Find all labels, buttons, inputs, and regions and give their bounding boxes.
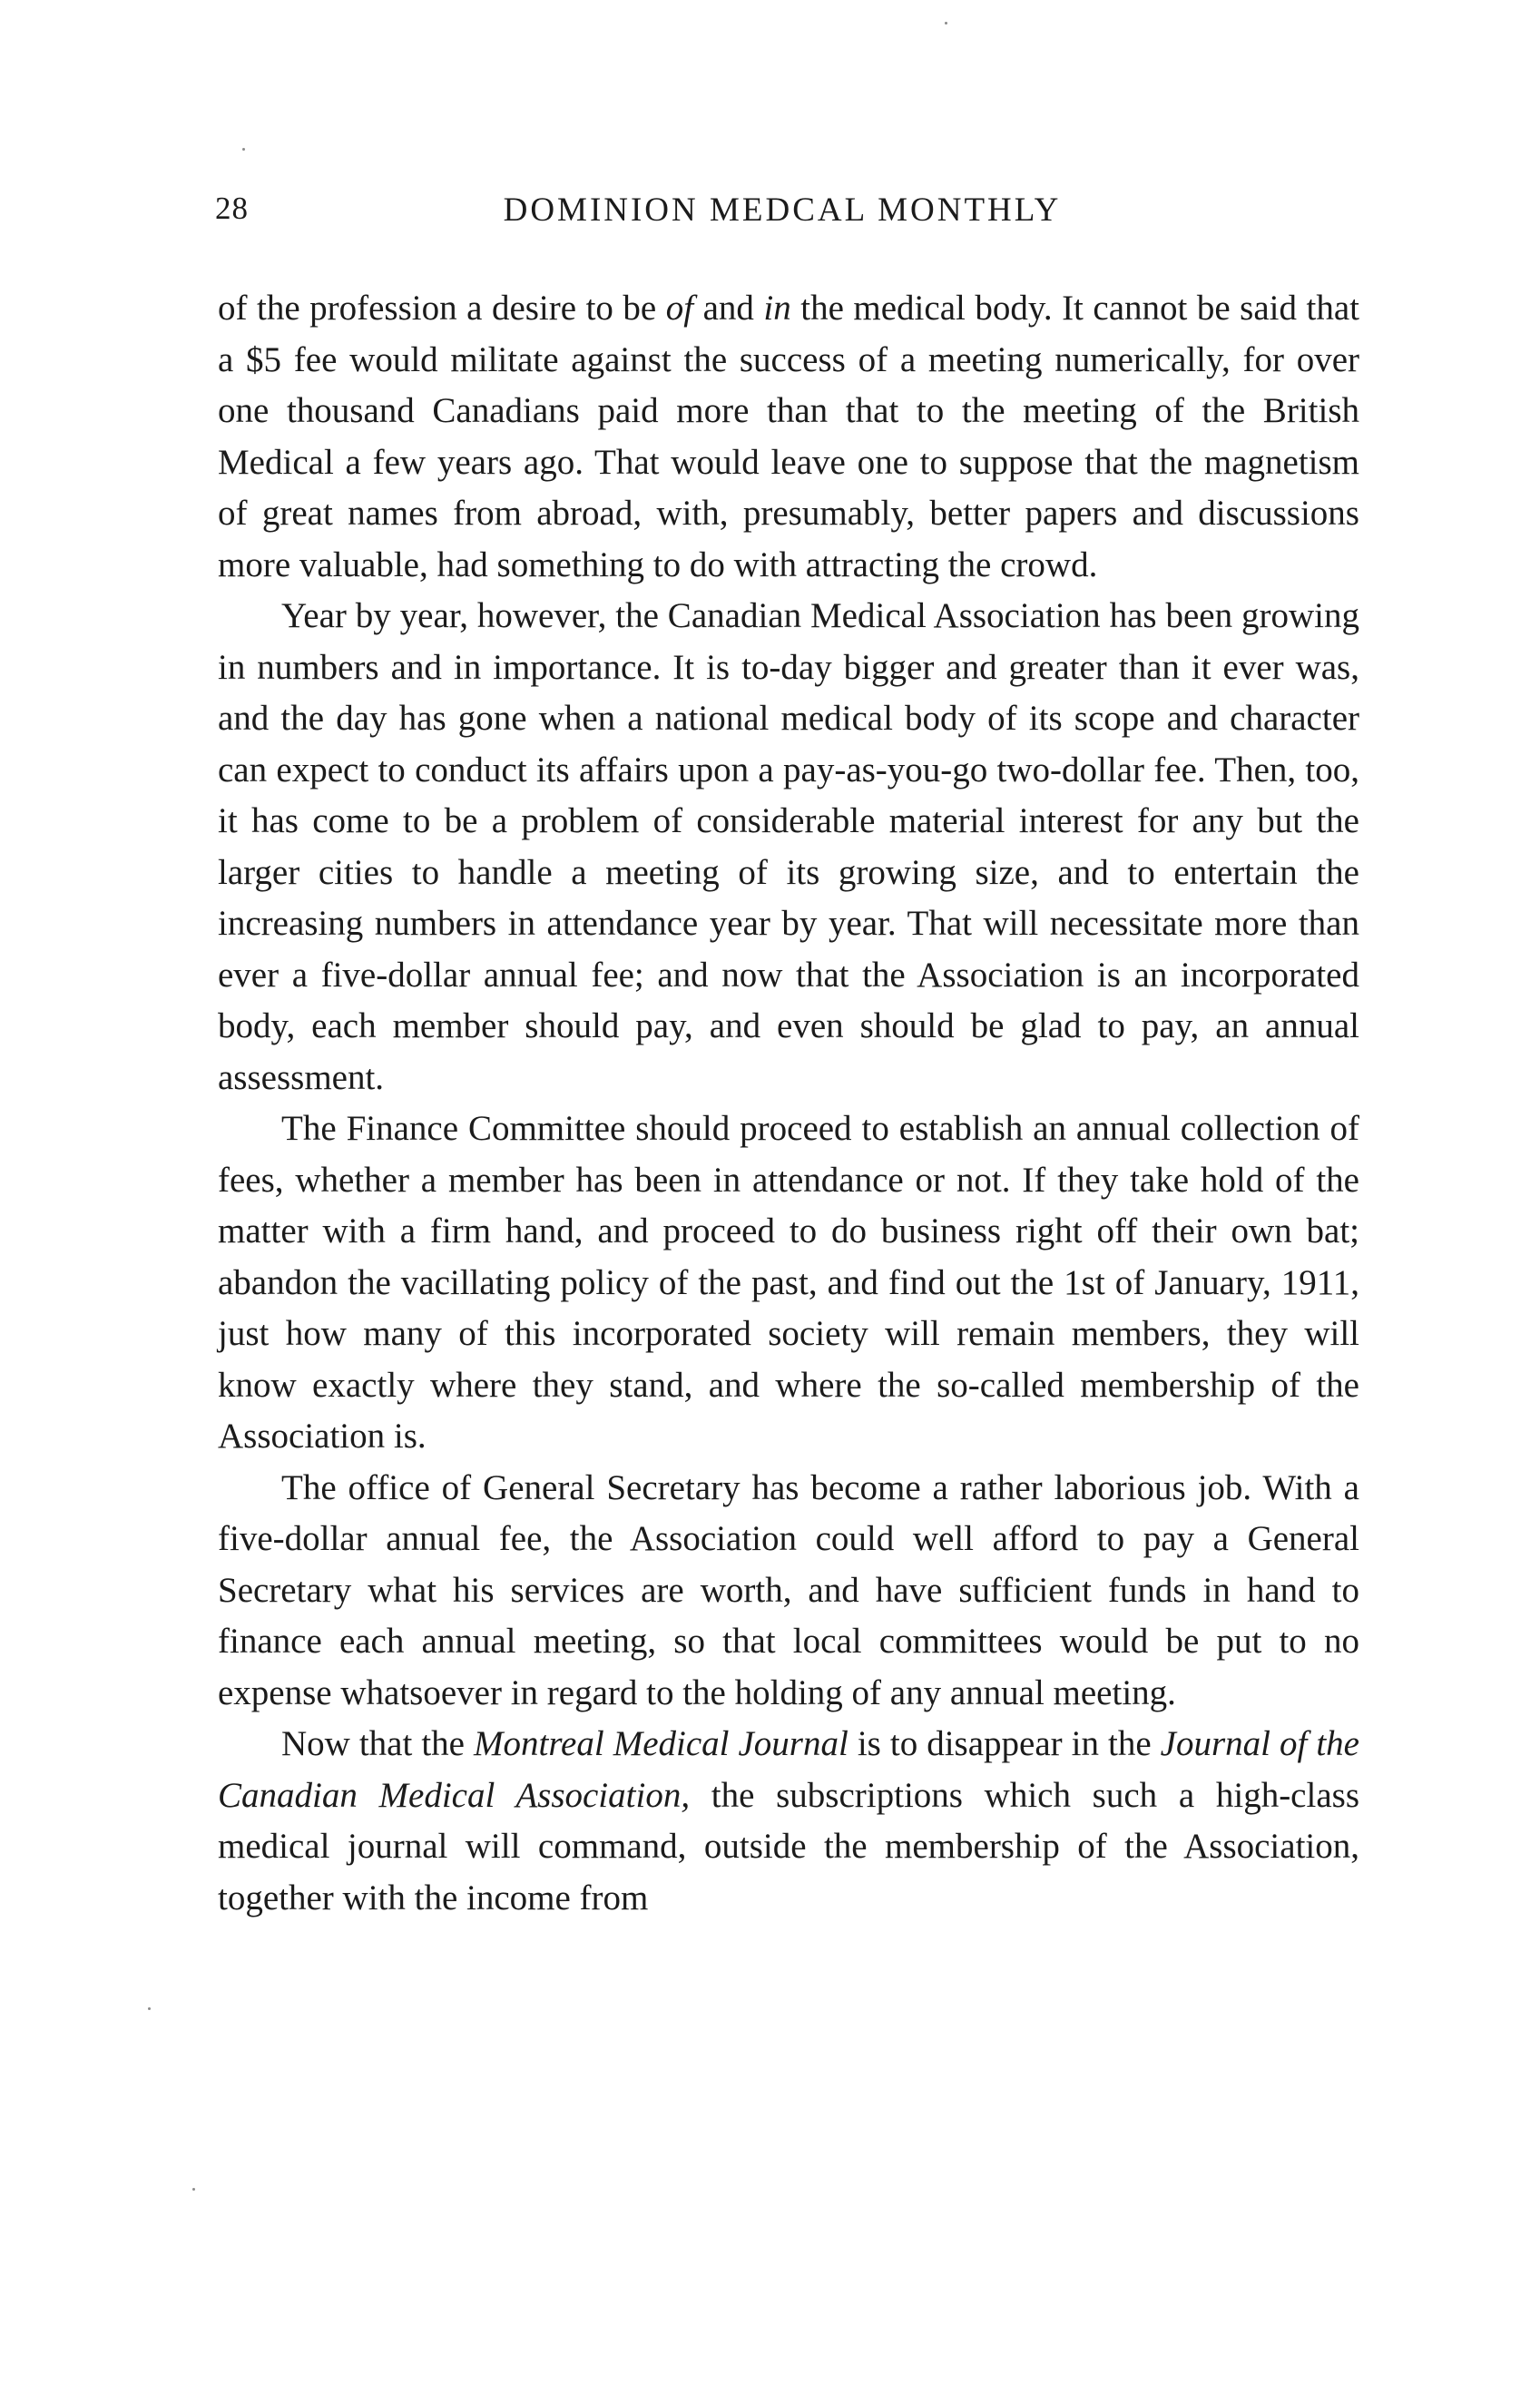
text-run: Year by year, however, the Canadian Medical Association has been growing in numbers and in importance. It is to-day bigger and greater than it ever was, and the day has gone when a national medical body of its scope and character can expect to conduct its affairs upon a pay-as-you-go two-dollar fee. Then, too, it has come to be a problem of considerable material interest for any but the larger cities to handle a meeting of its growing size, and to entertain the increasing numbers in attendance year by year. That will necessitate more than ever a five-dollar annual fee; and now that the Association is an incorporated body, each member should pay, and even should be glad to pay, an annual assessment. [218,596,1359,1097]
page-number: 28 [215,191,249,226]
article-body [218,283,1359,1924]
scan-speck [242,148,245,151]
italic-run: of [665,289,694,328]
italic-run: Journal of the Canadian Medical Association, [218,1724,1359,1815]
paragraph-4 [218,1463,1359,1720]
italic-run: Montreal Medical Journal [474,1724,848,1763]
text-run: of the profession a desire to be [218,289,666,328]
italic-run: in [763,289,791,328]
text-run: the subscriptions which such a high-class medical journal will command, outside the membership of the Association, together with the income from [218,1775,1359,1917]
page-header [215,191,1349,245]
paragraph-3 [218,1103,1359,1463]
text-run: the medical body. It cannot be said that a $5 fee would militate against the success of a meeting numerically, for over one thousand Canadians paid more than that to the meeting of the British Medical a few years ago. That would leave one to suppose that the magnetism of great names from abroad, with, presumably, better papers and discussions more valuable, had something to do with attracting the crowd. [218,289,1359,584]
paragraph-2 [218,591,1359,1103]
scan-speck [192,2188,195,2191]
text-run: and [693,289,764,328]
scan-speck [148,2007,151,2010]
scan-speck [945,22,947,25]
paragraph-5 [218,1719,1359,1924]
text-run: is to disappear in the [848,1724,1161,1763]
running-title: DOMINION MEDCAL MONTHLY [503,191,1062,229]
text-run: The office of General Secretary has become a rather laborious job. With a five-dollar annual fee, the Association could well afford to pay a General Secretary what his services are worth, and have sufficient funds in hand to finance each annual meeting, so that local committees would be put to no expense whatsoever in regard to the holding of any annual meeting. [218,1467,1359,1712]
paragraph-1 [218,283,1359,591]
text-run: The Finance Committee should proceed to establish an annual collection of fees, whether a member has been in attendance or not. If they take hold of the matter with a firm hand, and proceed to do business right off their own bat; abandon the vacillating policy of the past, and find out the 1st of January, 1911, just how many of this incorporated society will remain members, they will know exactly where they stand, and where the so-called membership of the Association is. [218,1109,1359,1456]
text-run: Now that the [281,1724,474,1763]
